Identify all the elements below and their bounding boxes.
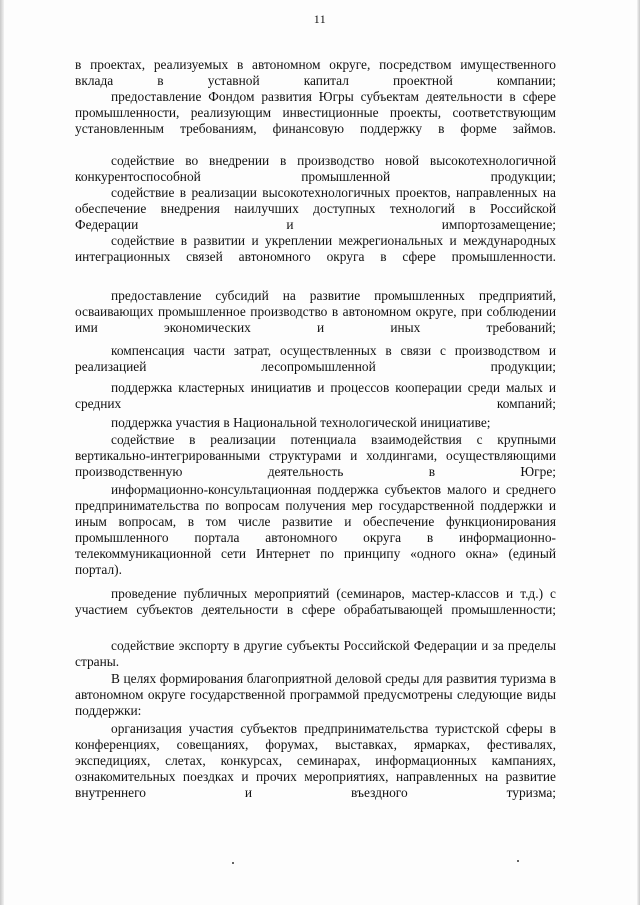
paragraph-5: содействие в развитии и укреплении межрегиональных и международных интеграционных связей автономного округа в сфере промышленности. — [75, 233, 556, 264]
paragraph-12: проведение публичных мероприятий (семинаров, мастер-классов и т.д.) с участием субъектов деятельности в сфере обрабатывающей промышленности; — [75, 586, 556, 617]
paragraph-10: содействие в реализации потенциала взаимодействия с крупными вертикально-интегрированными структурами и холдингами, осуществляющими производственную деятельность в Югре; — [75, 432, 556, 479]
paragraph-13: содействие экспорту в другие субъекты Российской Федерации и за пределы страны. — [75, 638, 556, 669]
document-body — [75, 57, 556, 801]
paragraph-4: содействие в реализации высокотехнологичных проектов, направленных на обеспечение внедрения наилучших доступных технологий в Российской Федерации и импортозамещение; — [75, 185, 556, 232]
paragraph-3: содействие во внедрении в производство новой высокотехнологичной конкурентоспособной промышленной продукции; — [75, 153, 556, 184]
scan-speck — [517, 860, 519, 862]
paragraph-7: компенсация части затрат, осуществленных в связи с производством и реализацией лесопромышленной продукции; — [75, 343, 556, 374]
paragraph-6: предоставление субсидий на развитие промышленных предприятий, осваивающих промышленное производство в автономном округе, при соблюдении ими экономических и иных требований; — [75, 288, 556, 335]
paragraph-14: В целях формирования благоприятной деловой среды для развития туризма в автономном округе государственной программой предусмотрены следующие виды поддержки: — [75, 671, 556, 718]
scan-left-edge — [0, 0, 4, 905]
page-number: 11 — [313, 12, 327, 26]
paragraph-9: поддержка участия в Национальной технологической инициативе; — [111, 415, 491, 430]
paragraph-2: предоставление Фондом развития Югры субъектам деятельности в сфере промышленности, реализующим инвестиционные проекты, соответствующим установленным требованиям, финансовую поддержку в форме займов. — [75, 89, 556, 136]
paragraph-15: организация участия субъектов предпринимательства туристской сферы в конференциях, совещаниях, форумах, выставках, ярмарках, фестивалях, экспедициях, слетах, конкурсах, семинарах, информационных кампаниях, ознакомительных поездках и прочих мероприятиях, направленных на развитие внутреннего и въездного туризма; — [75, 721, 556, 800]
scan-speck — [232, 862, 234, 864]
paragraph-1: в проектах, реализуемых в автономном округе, посредством имущественного вклада в уставной капитал проектной компании; — [75, 57, 556, 88]
paragraph-8: поддержка кластерных инициатив и процессов кооперации среди малых и средних компаний; — [75, 380, 556, 411]
paragraph-11: информационно-консультационная поддержка субъектов малого и среднего предпринимательства по вопросам получения мер государственной поддержки и иным вопросам, в том числе развитие и обеспечение функционирования промышленного портала автономного округа в информационно-телекоммуникационной сети Интернет по принципу «одного окна» (единый портал). — [75, 482, 556, 577]
